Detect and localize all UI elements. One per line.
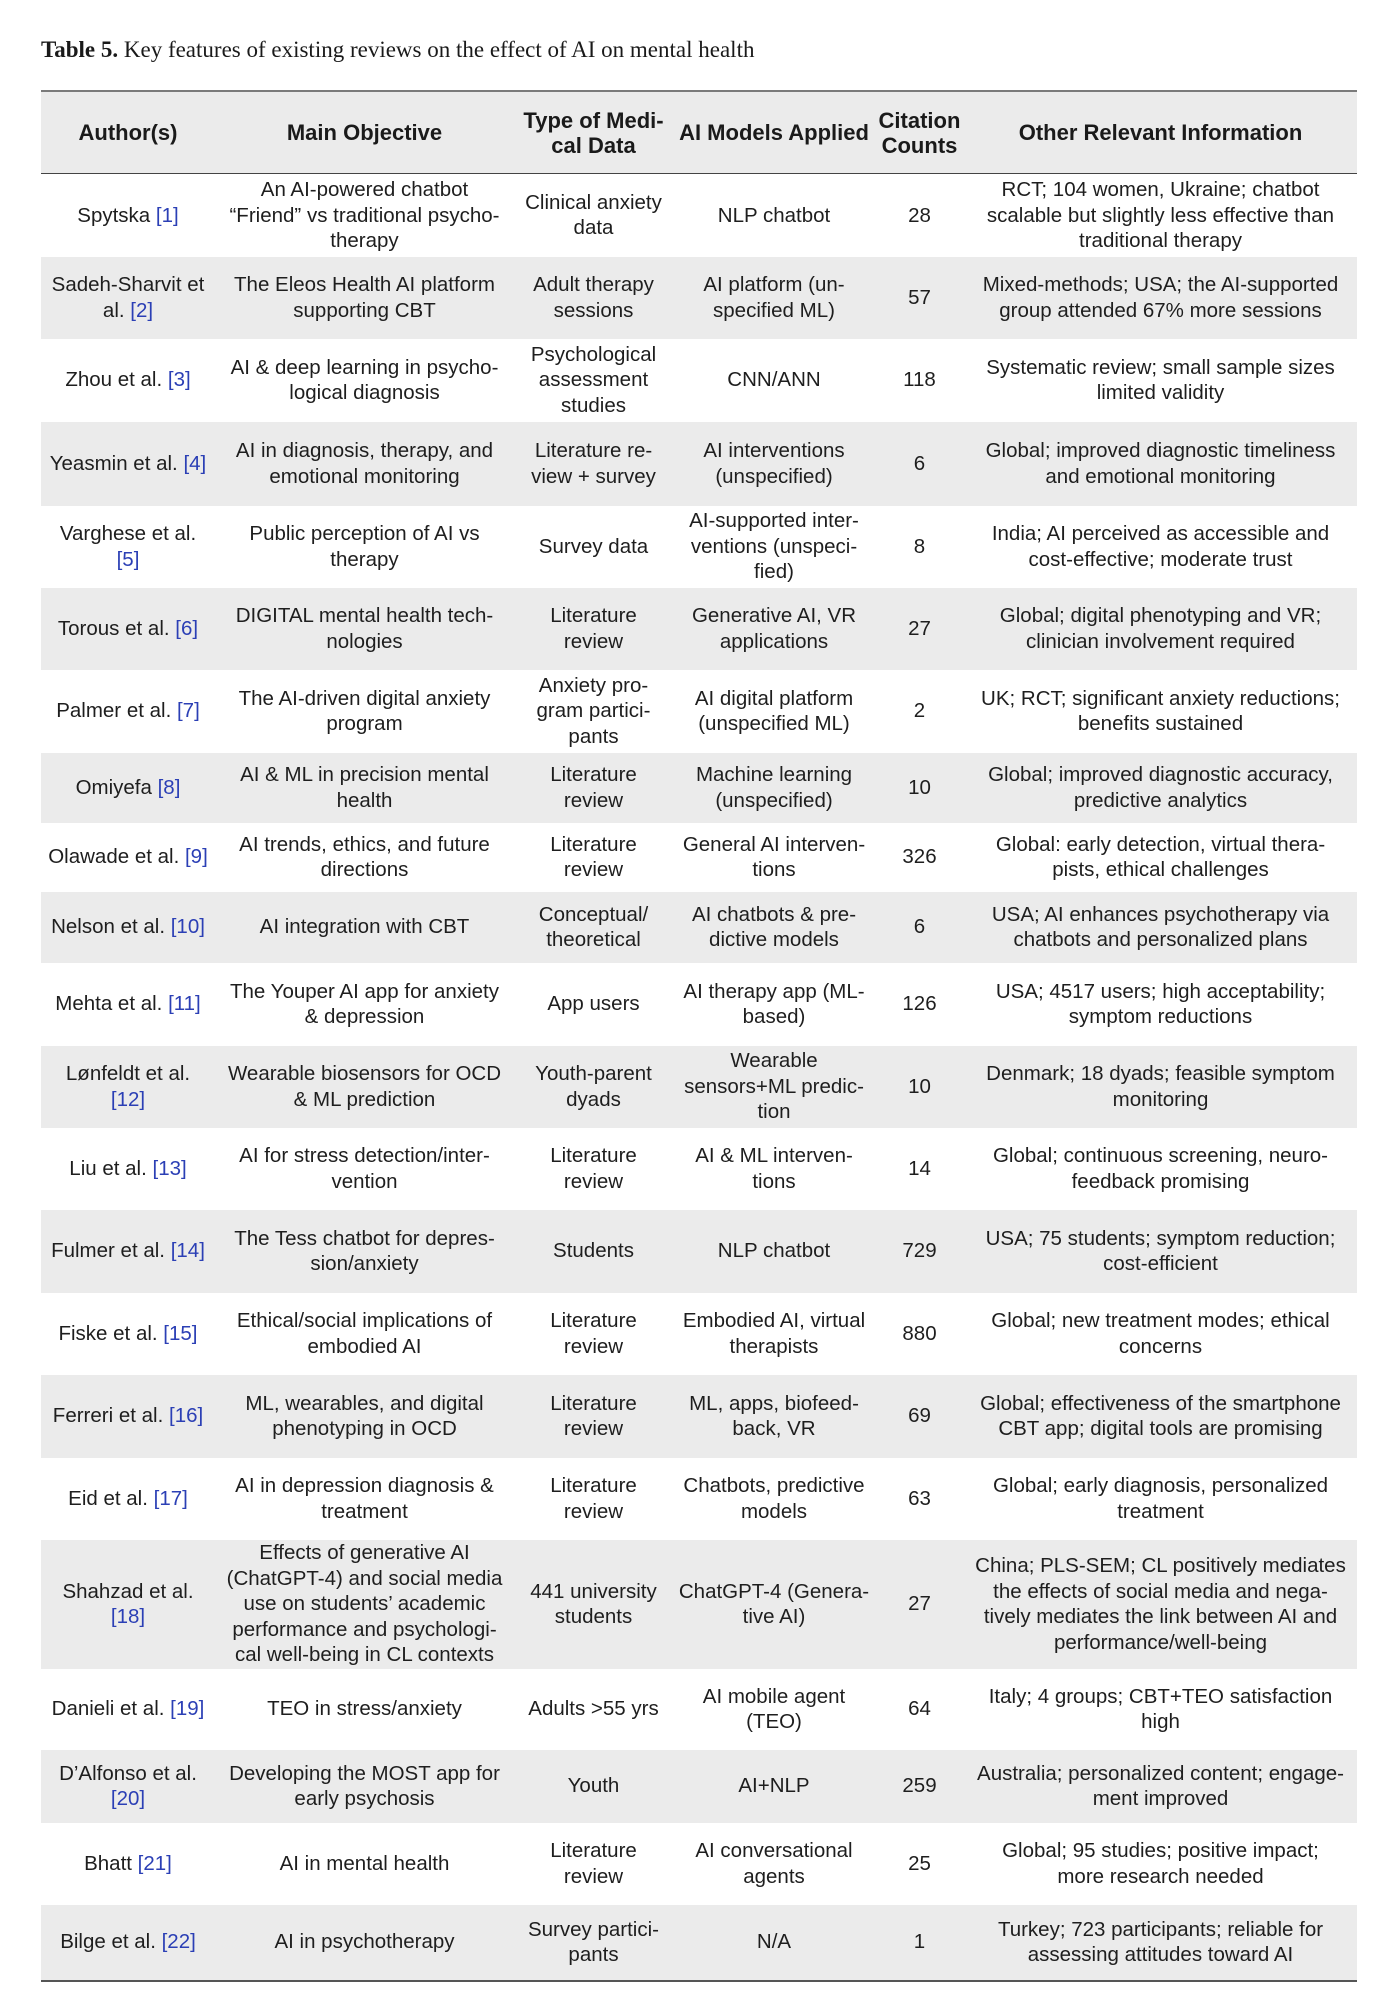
- author-cell: [41, 257, 215, 339]
- ai-models-cell: AI interventions (unspecified): [673, 422, 875, 506]
- table-row: [41, 1669, 1357, 1750]
- other-info-cell: Global; continuous screening, neuro- feedback promising: [964, 1128, 1357, 1210]
- table-row: [41, 1905, 1357, 1981]
- table-row: [41, 892, 1357, 963]
- reference-link[interactable]: [6]: [175, 616, 199, 640]
- ai-models-cell: Embodied AI, virtual therapists: [673, 1293, 875, 1375]
- table-row: [41, 1128, 1357, 1210]
- reference-link[interactable]: [15]: [163, 1321, 198, 1345]
- other-info-cell: Systematic review; small sample sizes limited validity: [964, 339, 1357, 422]
- ai-models-cell: AI conversational agents: [673, 1823, 875, 1905]
- reference-link[interactable]: [11]: [168, 992, 201, 1016]
- citation-count-cell: 126: [875, 963, 964, 1046]
- author-name: Torous et al.: [57, 616, 176, 640]
- author-cell: [41, 1210, 215, 1293]
- author-cell: [41, 422, 215, 506]
- reviews-table: [41, 90, 1357, 1982]
- other-info-cell: China; PLS-SEM; CL positively mediates the effects of social media and nega- tively mediates the link between AI and performance/well-being: [964, 1540, 1357, 1669]
- citation-count-cell: 10: [875, 1046, 964, 1128]
- author-cell: [41, 1293, 215, 1375]
- author-name: Fiske et al.: [58, 1321, 164, 1345]
- table-row: [41, 670, 1357, 753]
- reference-link[interactable]: [20]: [110, 1787, 146, 1810]
- author-cell: [41, 823, 215, 892]
- author-name: Ferreri et al.: [52, 1404, 169, 1428]
- author-name: Zhou et al.: [65, 368, 168, 392]
- author-name: Olawade et al.: [48, 845, 185, 869]
- reference-link[interactable]: [7]: [176, 699, 200, 723]
- author-cell: [41, 1375, 215, 1458]
- ai-models-cell: General AI interven- tions: [673, 823, 875, 892]
- header-other-info: Other Relevant Information: [964, 91, 1357, 174]
- table-row: [41, 422, 1357, 506]
- author-cell: [41, 1823, 215, 1905]
- objective-cell: TEO in stress/anxiety: [215, 1669, 514, 1750]
- table-title: Key features of existing reviews on the effect of AI on mental health: [118, 37, 755, 62]
- reference-link[interactable]: [17]: [153, 1486, 188, 1510]
- citation-count-cell: 118: [875, 339, 964, 422]
- author-name: Palmer et al.: [56, 699, 177, 723]
- objective-cell: The AI-driven digital anxiety program: [215, 670, 514, 753]
- data-type-cell: Literature re- view + survey: [514, 422, 673, 506]
- reference-link[interactable]: [2]: [130, 298, 154, 322]
- author-name: Shahzad et al.: [62, 1579, 194, 1603]
- author-name: Mehta et al.: [55, 992, 169, 1016]
- table-row: [41, 257, 1357, 339]
- table-row: [41, 1046, 1357, 1128]
- author-cell: [41, 1905, 215, 1981]
- objective-cell: AI in depression diagnosis & treatment: [215, 1458, 514, 1540]
- author-cell: [41, 1458, 215, 1540]
- author-name: Liu et al.: [69, 1156, 153, 1180]
- other-info-cell: RCT; 104 women, Ukraine; chatbot scalable but slightly less effective than traditional therapy: [964, 174, 1357, 257]
- reference-link[interactable]: [22]: [161, 1930, 196, 1954]
- author-cell: [41, 1750, 215, 1823]
- other-info-cell: Global; early diagnosis, personalized treatment: [964, 1458, 1357, 1540]
- data-type-cell: Conceptual/ theoretical: [514, 892, 673, 963]
- reference-link[interactable]: [10]: [170, 915, 205, 939]
- author-name: Spytska: [77, 203, 156, 227]
- author-name: D’Alfonso et al.: [59, 1761, 197, 1785]
- author-cell: [41, 339, 215, 422]
- table-row: [41, 1540, 1357, 1669]
- other-info-cell: Turkey; 723 participants; reliable for assessing attitudes toward AI: [964, 1905, 1357, 1981]
- citation-count-cell: 14: [875, 1128, 964, 1210]
- reference-link[interactable]: [1]: [155, 203, 179, 227]
- ai-models-cell: Machine learning (unspecified): [673, 753, 875, 823]
- data-type-cell: Literature review: [514, 1823, 673, 1905]
- other-info-cell: USA; AI enhances psychotherapy via chatbots and personalized plans: [964, 892, 1357, 963]
- other-info-cell: Global; improved diagnostic accuracy, predictive analytics: [964, 753, 1357, 823]
- citation-count-cell: 27: [875, 1540, 964, 1669]
- objective-cell: Ethical/social implications of embodied AI: [215, 1293, 514, 1375]
- table-row: [41, 339, 1357, 422]
- other-info-cell: Denmark; 18 dyads; feasible symptom monitoring: [964, 1046, 1357, 1128]
- ai-models-cell: AI & ML interven- tions: [673, 1128, 875, 1210]
- table-body: [41, 174, 1357, 1981]
- author-cell: [41, 1540, 215, 1669]
- table-row: [41, 1210, 1357, 1293]
- reference-link[interactable]: [14]: [170, 1239, 205, 1263]
- author-cell: [41, 174, 215, 257]
- citation-count-cell: 729: [875, 1210, 964, 1293]
- header-authors: Author(s): [41, 91, 215, 174]
- ai-models-cell: AI platform (un- specified ML): [673, 257, 875, 339]
- reference-link[interactable]: [16]: [169, 1404, 204, 1428]
- author-name: Eid et al.: [68, 1486, 154, 1510]
- other-info-cell: Global; new treatment modes; ethical concerns: [964, 1293, 1357, 1375]
- objective-cell: AI & ML in precision mental health: [215, 753, 514, 823]
- other-info-cell: USA; 75 students; symptom reduction; cost-efficient: [964, 1210, 1357, 1293]
- objective-cell: The Youper AI app for anxiety & depression: [215, 963, 514, 1046]
- data-type-cell: Adult therapy sessions: [514, 257, 673, 339]
- reference-link[interactable]: [19]: [170, 1697, 205, 1721]
- table-row: [41, 588, 1357, 670]
- citation-count-cell: 259: [875, 1750, 964, 1823]
- citation-count-cell: 6: [875, 892, 964, 963]
- reference-link[interactable]: [9]: [184, 845, 208, 869]
- author-cell: [41, 506, 215, 588]
- objective-cell: AI in psychotherapy: [215, 1905, 514, 1981]
- objective-cell: AI trends, ethics, and future directions: [215, 823, 514, 892]
- other-info-cell: Global: early detection, virtual thera- pists, ethical challenges: [964, 823, 1357, 892]
- table-caption: [41, 36, 754, 64]
- ai-models-cell: NLP chatbot: [673, 174, 875, 257]
- table-label: Table 5.: [41, 37, 119, 62]
- ai-models-cell: CNN/ANN: [673, 339, 875, 422]
- objective-cell: Wearable biosensors for OCD & ML prediction: [215, 1046, 514, 1128]
- ai-models-cell: AI-supported inter- ventions (unspeci- fied): [673, 506, 875, 588]
- author-cell: [41, 1128, 215, 1210]
- data-type-cell: Youth: [514, 1750, 673, 1823]
- citation-count-cell: 64: [875, 1669, 964, 1750]
- author-name: Lønfeldt et al.: [65, 1062, 191, 1085]
- author-name: Bilge et al.: [60, 1930, 162, 1954]
- ai-models-cell: AI+NLP: [673, 1750, 875, 1823]
- table-row: [41, 963, 1357, 1046]
- ai-models-cell: Chatbots, predictive models: [673, 1458, 875, 1540]
- author-name: Bhatt: [84, 1851, 138, 1875]
- author-name: Yeasmin et al.: [49, 451, 184, 475]
- reference-link[interactable]: [4]: [183, 451, 207, 475]
- citation-count-cell: 63: [875, 1458, 964, 1540]
- ai-models-cell: N/A: [673, 1905, 875, 1981]
- objective-cell: Developing the MOST app for early psychosis: [215, 1750, 514, 1823]
- data-type-cell: Literature review: [514, 1458, 673, 1540]
- author-cell: [41, 1046, 215, 1128]
- data-type-cell: Youth-parent dyads: [514, 1046, 673, 1128]
- citation-count-cell: 57: [875, 257, 964, 339]
- data-type-cell: Anxiety pro- gram partici- pants: [514, 670, 673, 753]
- objective-cell: AI & deep learning in psycho- logical diagnosis: [215, 339, 514, 422]
- ai-models-cell: ML, apps, biofeed- back, VR: [673, 1375, 875, 1458]
- author-name: Danieli et al.: [51, 1697, 171, 1721]
- author-cell: [41, 670, 215, 753]
- other-info-cell: Global; improved diagnostic timeliness and emotional monitoring: [964, 422, 1357, 506]
- data-type-cell: Adults >55 yrs: [514, 1669, 673, 1750]
- citation-count-cell: 326: [875, 823, 964, 892]
- data-type-cell: Literature review: [514, 1375, 673, 1458]
- reference-link[interactable]: [8]: [157, 775, 181, 799]
- data-type-cell: Clinical anxiety data: [514, 174, 673, 257]
- table-row: [41, 823, 1357, 892]
- ai-models-cell: NLP chatbot: [673, 1210, 875, 1293]
- objective-cell: ML, wearables, and digital phenotyping in OCD: [215, 1375, 514, 1458]
- data-type-cell: Literature review: [514, 1128, 673, 1210]
- other-info-cell: Italy; 4 groups; CBT+TEO satisfaction high: [964, 1669, 1357, 1750]
- other-info-cell: Global; effectiveness of the smartphone CBT app; digital tools are promising: [964, 1375, 1357, 1458]
- data-type-cell: Survey partici- pants: [514, 1905, 673, 1981]
- data-type-cell: App users: [514, 963, 673, 1046]
- ai-models-cell: AI therapy app (ML- based): [673, 963, 875, 1046]
- author-cell: [41, 892, 215, 963]
- author-cell: [41, 753, 215, 823]
- objective-cell: AI integration with CBT: [215, 892, 514, 963]
- reference-link[interactable]: [12]: [110, 1087, 146, 1111]
- citation-count-cell: 27: [875, 588, 964, 670]
- table-row: [41, 1293, 1357, 1375]
- table-row: [41, 506, 1357, 588]
- data-type-cell: Literature review: [514, 753, 673, 823]
- other-info-cell: Australia; personalized content; engage- ment improved: [964, 1750, 1357, 1823]
- author-name: Omiyefa: [75, 775, 158, 799]
- citation-count-cell: 6: [875, 422, 964, 506]
- table-row: [41, 1458, 1357, 1540]
- data-type-cell: Psychological assessment studies: [514, 339, 673, 422]
- author-name: Nelson et al.: [51, 915, 171, 939]
- table-row: [41, 753, 1357, 823]
- other-info-cell: Mixed-methods; USA; the AI-supported group attended 67% more sessions: [964, 257, 1357, 339]
- header-data-type: Type of Medi- cal Data: [514, 91, 673, 174]
- data-type-cell: Survey data: [514, 506, 673, 588]
- objective-cell: The Eleos Health AI platform supporting CBT: [215, 257, 514, 339]
- ai-models-cell: ChatGPT-4 (Genera- tive AI): [673, 1540, 875, 1669]
- data-type-cell: Literature review: [514, 588, 673, 670]
- other-info-cell: USA; 4517 users; high acceptability; symptom reductions: [964, 963, 1357, 1046]
- citation-count-cell: 25: [875, 1823, 964, 1905]
- ai-models-cell: AI mobile agent (TEO): [673, 1669, 875, 1750]
- ai-models-cell: AI chatbots & pre- dictive models: [673, 892, 875, 963]
- reference-link[interactable]: [5]: [116, 547, 140, 571]
- reference-link[interactable]: [3]: [167, 368, 191, 392]
- ai-models-cell: AI digital platform (unspecified ML): [673, 670, 875, 753]
- data-type-cell: Literature review: [514, 823, 673, 892]
- citation-count-cell: 8: [875, 506, 964, 588]
- reference-link[interactable]: [13]: [152, 1156, 187, 1180]
- objective-cell: An AI-powered chatbot “Friend” vs traditional psycho- therapy: [215, 174, 514, 257]
- citation-count-cell: 10: [875, 753, 964, 823]
- objective-cell: AI in mental health: [215, 1823, 514, 1905]
- data-type-cell: Students: [514, 1210, 673, 1293]
- other-info-cell: Global; digital phenotyping and VR; clinician involvement required: [964, 588, 1357, 670]
- objective-cell: The Tess chatbot for depres- sion/anxiety: [215, 1210, 514, 1293]
- reference-link[interactable]: [18]: [110, 1605, 146, 1628]
- citation-count-cell: 880: [875, 1293, 964, 1375]
- table-row: [41, 174, 1357, 257]
- citation-count-cell: 28: [875, 174, 964, 257]
- objective-cell: Effects of generative AI (ChatGPT-4) and social media use on students’ academic performance and psychologi- cal well-being in CL contexts: [215, 1540, 514, 1669]
- header-citation-counts: Citation Counts: [875, 91, 964, 174]
- data-type-cell: 441 university students: [514, 1540, 673, 1669]
- ai-models-cell: Generative AI, VR applications: [673, 588, 875, 670]
- objective-cell: AI in diagnosis, therapy, and emotional monitoring: [215, 422, 514, 506]
- other-info-cell: Global; 95 studies; positive impact; more research needed: [964, 1823, 1357, 1905]
- data-type-cell: Literature review: [514, 1293, 673, 1375]
- table-row: [41, 1375, 1357, 1458]
- author-cell: [41, 588, 215, 670]
- other-info-cell: India; AI perceived as accessible and cost-effective; moderate trust: [964, 506, 1357, 588]
- citation-count-cell: 1: [875, 1905, 964, 1981]
- header-main-objective: Main Objective: [215, 91, 514, 174]
- author-name: Fulmer et al.: [51, 1239, 171, 1263]
- author-cell: [41, 1669, 215, 1750]
- header-ai-models: AI Models Applied: [673, 91, 875, 174]
- table-row: [41, 1750, 1357, 1823]
- header-row: [41, 91, 1357, 174]
- objective-cell: DIGITAL mental health tech- nologies: [215, 588, 514, 670]
- objective-cell: Public perception of AI vs therapy: [215, 506, 514, 588]
- citation-count-cell: 2: [875, 670, 964, 753]
- citation-count-cell: 69: [875, 1375, 964, 1458]
- ai-models-cell: Wearable sensors+ML predic- tion: [673, 1046, 875, 1128]
- author-name: Varghese et al.: [59, 522, 197, 545]
- author-name: Sadeh-Sharvit et al.: [51, 273, 205, 322]
- author-cell: [41, 963, 215, 1046]
- table-row: [41, 1823, 1357, 1905]
- objective-cell: AI for stress detection/inter- vention: [215, 1128, 514, 1210]
- other-info-cell: UK; RCT; significant anxiety reductions; benefits sustained: [964, 670, 1357, 753]
- reference-link[interactable]: [21]: [137, 1851, 172, 1875]
